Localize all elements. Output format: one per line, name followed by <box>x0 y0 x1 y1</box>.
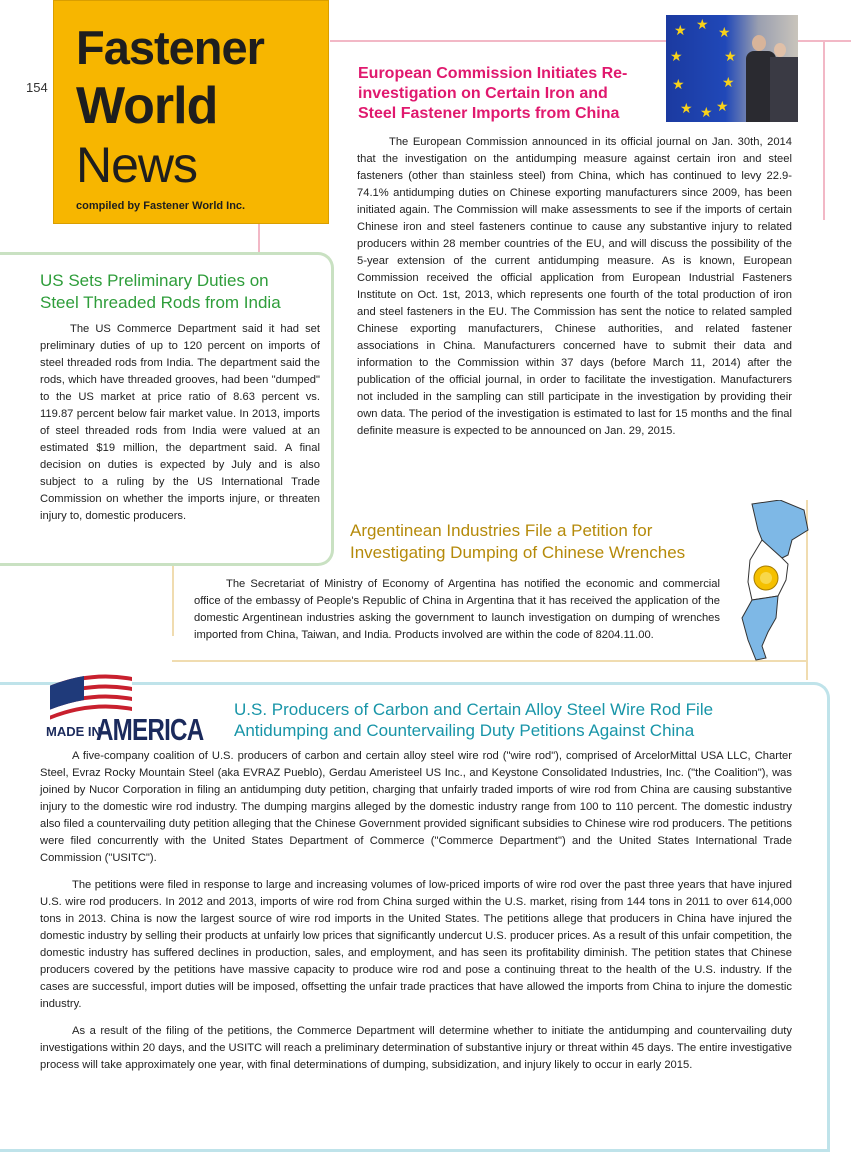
wire-rod-paragraph: The petitions were filed in response to large and increasing volumes of low-priced imports of wire rod over the past three years that have injured U.S. wire rod producers. In 2012 and 2013, imports of wire rod from China surged within the U.S. market, rising from 144 tons in 2011 to over 614,000 tons in 2013. China is now the largest source of wire rod imports in the United States. The petitions allege that producers in China have injured the domestic industry by selling their products at unfairly low prices that significantly undercut U.S. producer prices. As a result of this unfair competition, the domestic industry has suffered declines in production, sales, and employment, and has seen its profitability diminish. The petition states that Chinese producers covered by the petitions have massive capacity to produce wire rod and pose a continuing threat to the health of the U.S. industry. If the cases are successful, import duties will be imposed, offsetting the unfair trade practices that have allowed the imports from China to injure the domestic industry. <box>40 879 792 1010</box>
argentina-article-title: Argentinean Industries File a Petition for Investigating Dumping of Chinese Wrenches <box>350 521 686 562</box>
masthead-title-line2: World <box>76 77 218 135</box>
logo-america-text: AMERICA <box>96 712 204 747</box>
masthead-credit: compiled by Fastener World Inc. <box>76 200 246 212</box>
wire-rod-paragraph: As a result of the filing of the petitions, the Commerce Department will determine whether to initiate the antidumping and countervailing duty investigations within 20 days, and the USITC will reach a preliminary determination of substantive injury or threat within 45 days. The entire investigative process will take approximately one year, with final determinations of dumping, subsidization, and injury likely to occur in early 2015. <box>40 1025 792 1071</box>
argentina-article-body: The Secretariat of Ministry of Economy of Argentina has notified the economic and commercial office of the embassy of People's Republic of China in Argentina that it has received the application of the domestic Argentinean industries asking the government to launch investigation on dumping of wrenches imported from China, Taiwan, and India. Products involved are within the code of 8204.11.00. <box>194 578 720 641</box>
masthead <box>53 0 329 224</box>
eu-article-title: European Commission Initiates Re- investigation on Certain Iron and Steel Fastener Imports from China <box>358 65 628 122</box>
eu-article-body: The European Commission announced in its official journal on Jan. 30th, 2014 that the investigation on the antidumping measure against certain iron and steel fasteners (other than stainless steel) from China, which has continued to levy 22.9-74.1% antidumping duties on Chinese exporting manufacturers since 2009, has been initiated again. The Commission will make assessments to see if the imports of certain Chinese iron and steel fasteners continue to cause any substantive injury to related producers within 28 member countries of the EU, and will discuss the possibility of the 5-year extension of the current antidumping measure. As is known, European Commission received the official application from European Industrial Fasteners Institute on Oct. 1st, 2013, which represents one fourth of the total production of iron and steel fasteners in the EU. The Commission has sent the notice to related sampled Chinese exporting manufacturers, Chinese authorities, and related fastener associations in China. Manufacturers concerned have to submit their data and information to the Commission within 37 days (before March 11, 2014) after the publication of the official journal, in order to facilitate the investigation. Manufacturers not included in the sampling can still participate in the investigation by providing their own data. The period of the investigation is estimated to last for 15 months and the final definite measure is expected to be announced on Jan. 29, 2015. <box>357 136 792 437</box>
masthead-title-line3: News <box>76 137 198 193</box>
eu-flag-photo: ★ ★ ★ ★ ★ ★ ★ ★ ★ ★ <box>666 15 798 122</box>
made-in-america-logo <box>44 672 224 750</box>
divider-line <box>172 660 808 662</box>
wire-rod-paragraph: A five-company coalition of U.S. producers of carbon and certain alloy steel wire rod ("wire rod"), comprised of ArcelorMittal USA LLC, Charter Steel, Evraz Rocky Mountain Steel (aka EVRAZ Pueblo), Gerdau Ameristeel US Inc., and Keystone Consolidated Industries, Inc. ("the Coalition"), was joined by Nucor Corporation in filing an antidumping duty petition, charging that unfairly traded imports of wire rod from China are causing substantive injury to the domestic wire rod industry. The dumping margins alleged by the domestic industry range from 100 to 110 percent. The domestic industry also filed a countervailing duty petition alleging that the Chinese Government provided significant subsidies to Chinese wire rod producers. The petitions were filed concurrently with the United States Department of Commerce ("Commerce Department") and the United States International Trade Commission ("USITC"). <box>40 750 792 864</box>
divider-line <box>823 40 825 220</box>
wire-rod-article-body <box>40 748 792 1074</box>
wire-rod-article-title: U.S. Producers of Carbon and Certain Alloy Steel Wire Rod File Antidumping and Countervailing Duty Petitions Against China <box>234 700 714 740</box>
page-number: 154 <box>26 80 48 95</box>
masthead-title-line1: Fastener <box>76 21 264 74</box>
logo-made-in-text: MADE IN <box>46 724 101 739</box>
us-rods-article-body: The US Commerce Department said it had set preliminary duties of up to 120 percent on imports of steel threaded rods from India. The department said the rods, which have threaded grooves, had been "dumped" to the US market at price ratio of 8.63 percent vs. 119.87 percent below fair market value. In 2013, imports of steel threaded rods from India were valued at an estimated $19 million, the department said. A final decision on duties is expected by July and is also subject to a ruling by the US International Trade Commission on whether the imports injure, or threaten injury to, domestic producers. <box>40 323 320 522</box>
us-rods-article-title: US Sets Preliminary Duties on Steel Threaded Rods from India <box>40 271 281 312</box>
divider-line <box>172 566 174 636</box>
